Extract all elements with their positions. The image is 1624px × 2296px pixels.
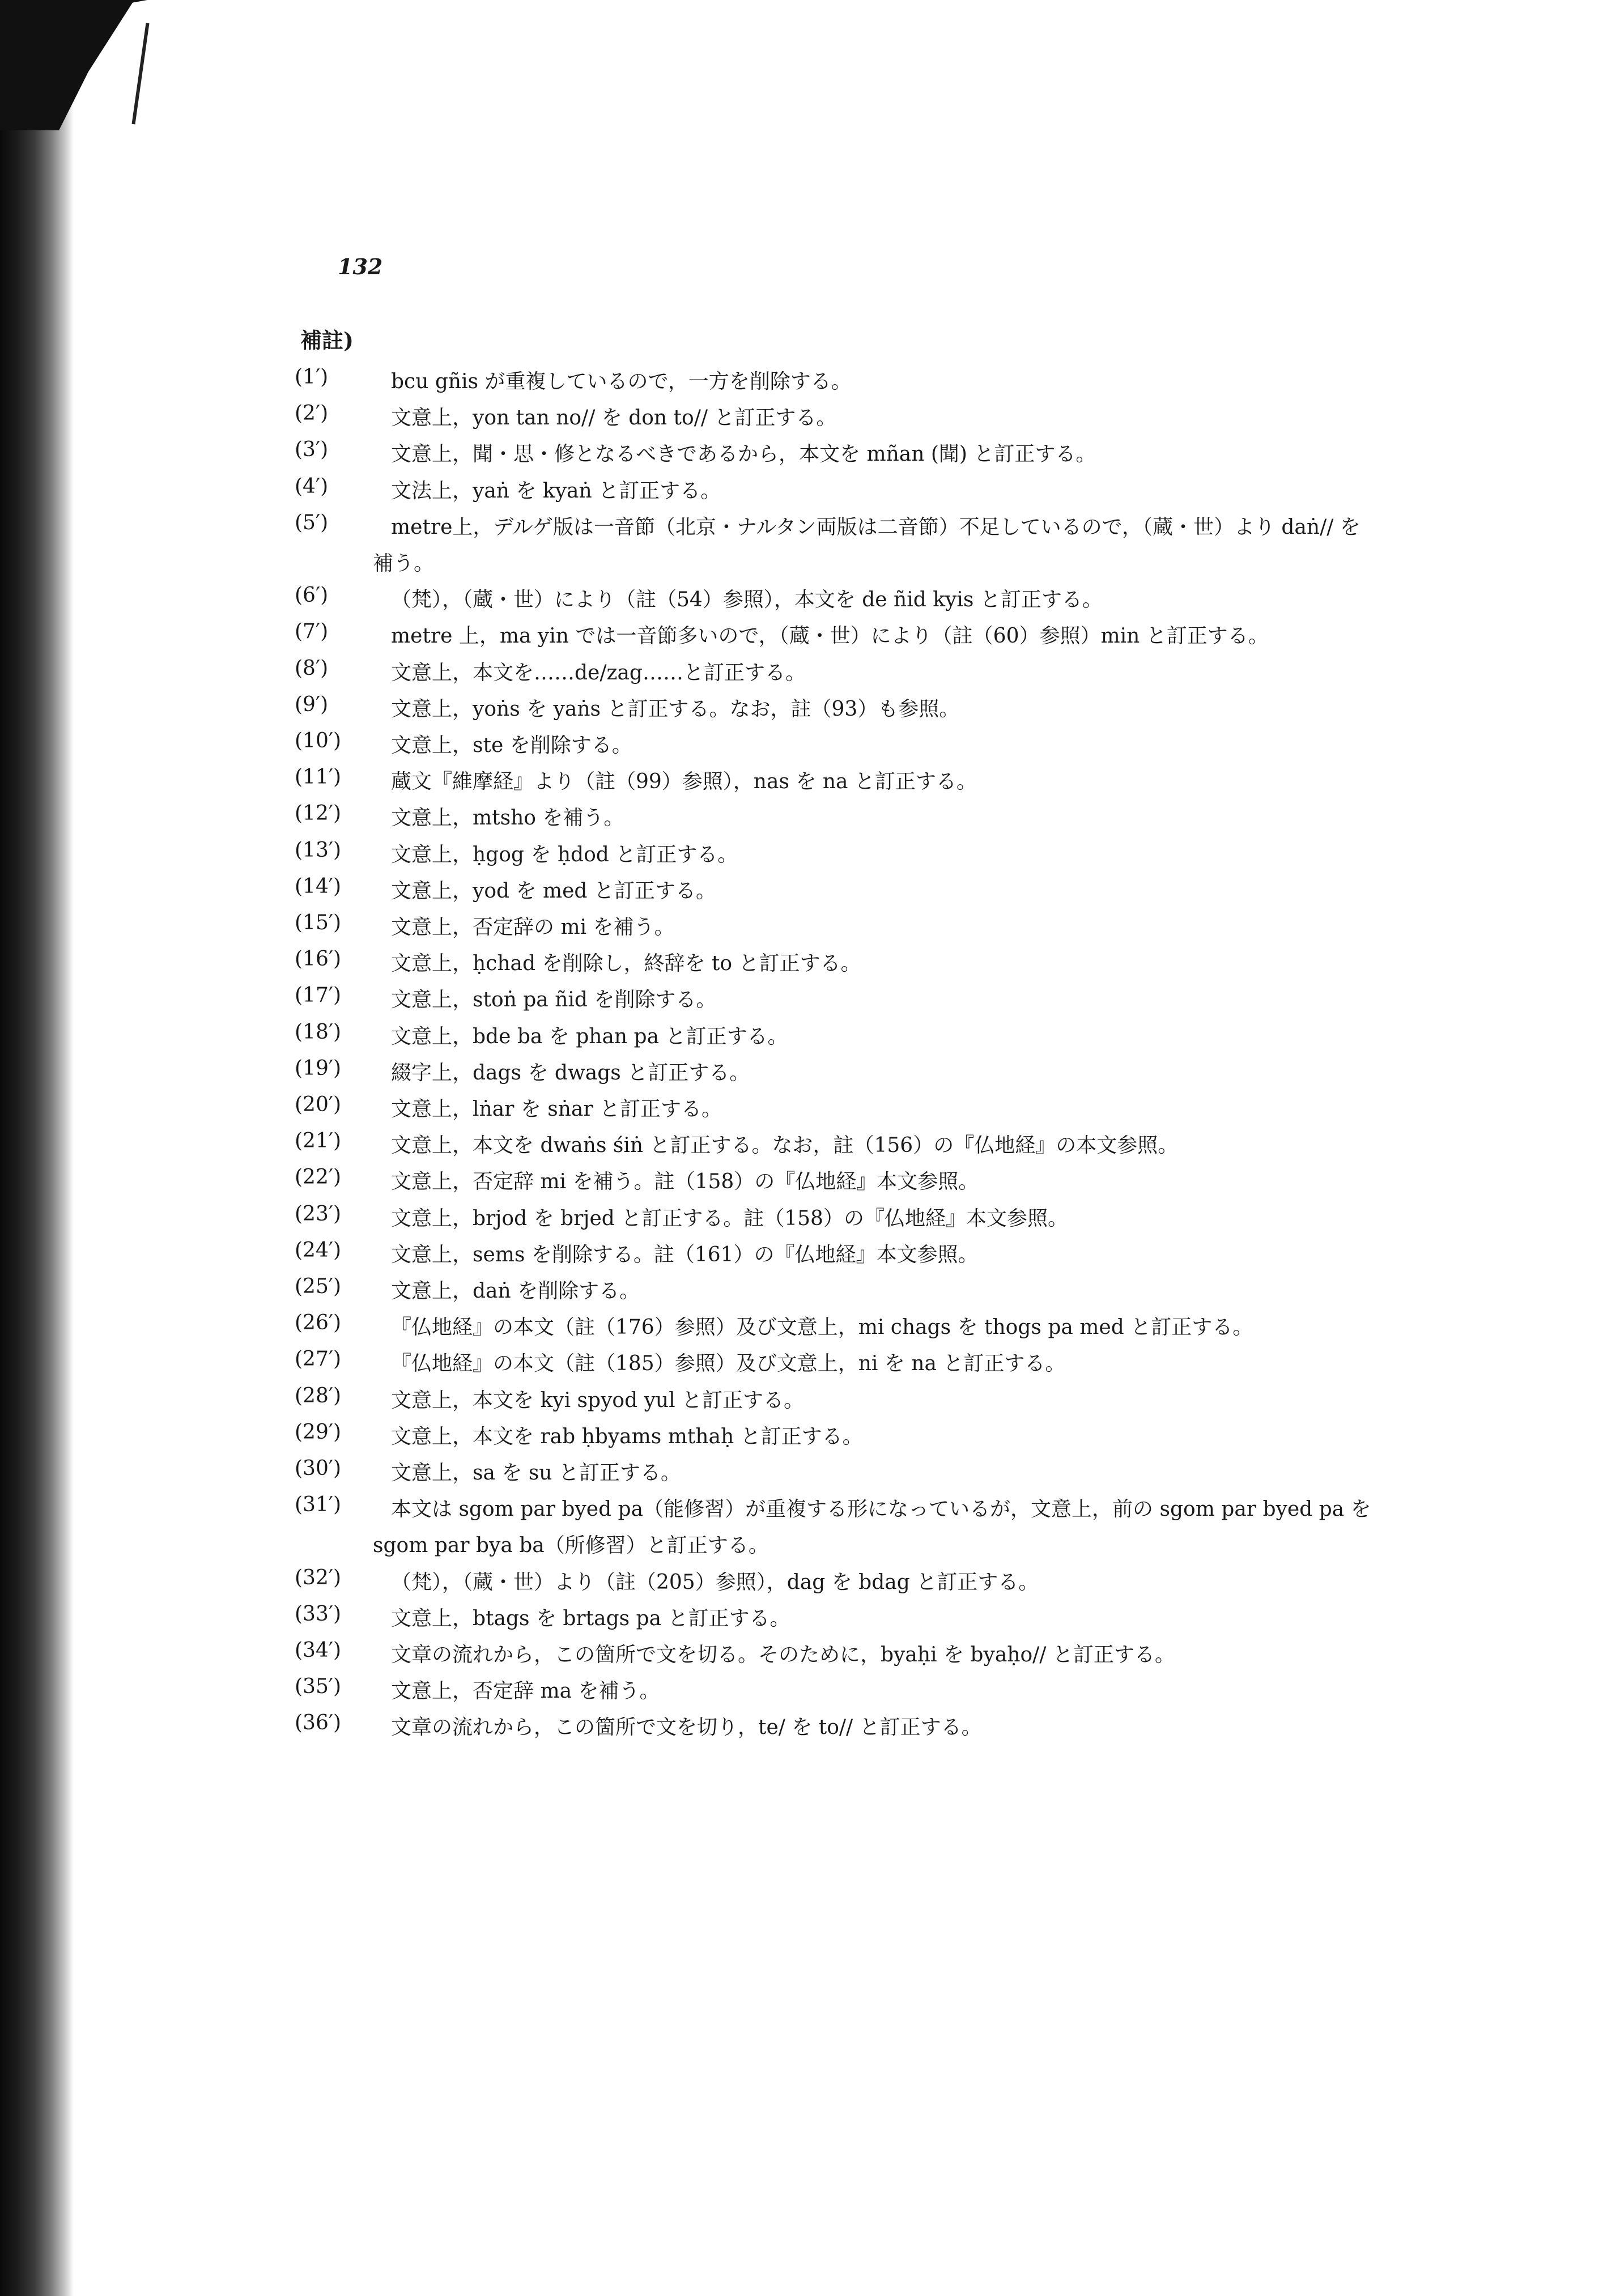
note-number: (10′) (295, 729, 342, 752)
note-text: 文意上，daṅ を削除する。 (391, 1279, 640, 1303)
note-text: 文意上，聞・思・修となるべきであるから，本文を mñan (聞) と訂正する。 (391, 443, 1096, 466)
note-text: bcu gñis が重複しているので，一方を削除する。 (391, 370, 852, 393)
note-number: (6′) (295, 584, 329, 607)
scan-corner-shadow (0, 0, 147, 130)
note-number: (12′) (295, 802, 342, 826)
note-number: (13′) (295, 838, 342, 862)
note-number: (1′) (295, 365, 329, 389)
scan-binding-edge (0, 0, 74, 2296)
note-text-continuation: sgom par bya ba（所修習）と訂正する。 (373, 1534, 769, 1558)
note-text: 文意上，stoṅ pa ñid を削除する。 (391, 988, 717, 1012)
note-number: (32′) (295, 1566, 342, 1589)
note-number: (29′) (295, 1420, 342, 1444)
note-text: 文意上，ḥchad を削除し，終辞を to と訂正する。 (391, 952, 861, 976)
note-number: (22′) (295, 1166, 342, 1189)
note-text: 文意上，ste を削除する。 (391, 734, 632, 757)
note-text: 文章の流れから，この箇所で文を切り，te/ を to// と訂正する。 (391, 1716, 982, 1740)
note-text: 文法上，yaṅ を kyaṅ と訂正する。 (391, 479, 721, 503)
note-text: 文章の流れから，この箇所で文を切る。そのために，byaḥi を byaḥo// と訂正する。 (391, 1643, 1175, 1666)
note-number: (5′) (295, 511, 329, 534)
note-text: 文意上，yon tan no// を don to// と訂正する。 (391, 406, 837, 430)
note-number: (28′) (295, 1384, 342, 1408)
note-text: 綴字上，dags を dwags と訂正する。 (391, 1061, 750, 1085)
note-number: (20′) (295, 1093, 342, 1116)
note-text: 文意上，本文を……de/zag……と訂正する。 (391, 661, 806, 684)
note-text: metre上，デルゲ版は一音節（北京・ナルタン両版は二音節）不足しているので，（蔵・世）より daṅ// を (391, 515, 1361, 539)
note-text: 文意上，bde ba を phan pa と訂正する。 (391, 1024, 788, 1048)
note-text: 文意上，否定辞の mi を補う。 (391, 916, 675, 939)
note-text: 文意上，ḥgog を ḥdod と訂正する。 (391, 843, 738, 866)
note-number: (4′) (295, 474, 329, 498)
note-number: (2′) (295, 402, 329, 426)
note-text-continuation: 補う。 (373, 552, 435, 575)
note-text: 『仏地経』の本文（註（176）参照）及び文意上，mi chags を thogs pa med と訂正する。 (391, 1316, 1253, 1340)
note-text: 文意上，lṅar を sṅar と訂正する。 (391, 1098, 722, 1121)
note-number: (15′) (295, 911, 342, 934)
note-number: (36′) (295, 1711, 342, 1735)
note-text: 文意上，sems を削除する。註（161）の『仏地経』本文参照。 (391, 1243, 979, 1266)
note-text: （梵），（蔵・世）より（註（205）参照），dag を bdag と訂正する。 (391, 1570, 1039, 1594)
note-number: (11′) (295, 766, 342, 789)
note-text: 文意上，否定辞 ma を補う。 (391, 1680, 660, 1703)
scan-mark (132, 23, 150, 124)
note-number: (34′) (295, 1639, 342, 1662)
note-number: (3′) (295, 438, 329, 462)
note-number: (16′) (295, 947, 342, 971)
note-number: (23′) (295, 1202, 342, 1226)
note-text: （梵），（蔵・世）により（註（54）参照），本文を de ñid kyis と訂正する。 (391, 588, 1103, 612)
page-heading: 補註) (300, 328, 354, 353)
note-number: (33′) (295, 1602, 342, 1626)
note-number: (9′) (295, 692, 329, 716)
note-number: (25′) (295, 1275, 342, 1298)
note-text: 文意上，btags を brtags pa と訂正する。 (391, 1606, 790, 1630)
note-number: (27′) (295, 1347, 342, 1371)
note-text: 文意上，sa を su と訂正する。 (391, 1461, 681, 1485)
note-number: (8′) (295, 656, 329, 680)
note-number: (24′) (295, 1238, 342, 1262)
note-number: (7′) (295, 620, 329, 644)
note-number: (17′) (295, 984, 342, 1007)
note-text: 文意上，yod を med と訂正する。 (391, 879, 716, 903)
note-number: (14′) (295, 874, 342, 898)
note-number: (26′) (295, 1311, 342, 1335)
note-text: 文意上，本文を kyi spyod yul と訂正する。 (391, 1388, 805, 1412)
note-number: (19′) (295, 1056, 342, 1080)
note-text: 文意上，否定辞 mi を補う。註（158）の『仏地経』本文参照。 (391, 1170, 979, 1194)
note-number: (31′) (295, 1493, 342, 1517)
note-text: 文意上，yoṅs を yaṅs と訂正する。なお，註（93）も参照。 (391, 697, 960, 721)
note-text: 本文は sgom par byed pa（能修習）が重複する形になっているが，文意上，前の sgom par byed pa を (391, 1498, 1371, 1521)
note-text: metre 上，ma yin では一音節多いので，（蔵・世）により（註（60）参照）min と訂正する。 (391, 624, 1269, 648)
note-number: (35′) (295, 1675, 342, 1699)
note-text: 文意上，本文を dwaṅs śiṅ と訂正する。なお，註（156）の『仏地経』の本文参照。 (391, 1134, 1179, 1158)
note-text: 蔵文『維摩経』より（註（99）参照），nas を na と訂正する。 (391, 770, 977, 794)
note-text: 文意上，本文を rab ḥbyams mthaḥ と訂正する。 (391, 1425, 863, 1448)
note-number: (18′) (295, 1020, 342, 1044)
note-number: (21′) (295, 1129, 342, 1153)
page-number: 132 (338, 254, 383, 279)
note-text: 文意上，brjod を brjed と訂正する。註（158）の『仏地経』本文参照。 (391, 1206, 1068, 1230)
note-number: (30′) (295, 1457, 342, 1480)
note-text: 『仏地経』の本文（註（185）参照）及び文意上，ni を na と訂正する。 (391, 1352, 1066, 1376)
note-text: 文意上，mtsho を補う。 (391, 806, 624, 830)
